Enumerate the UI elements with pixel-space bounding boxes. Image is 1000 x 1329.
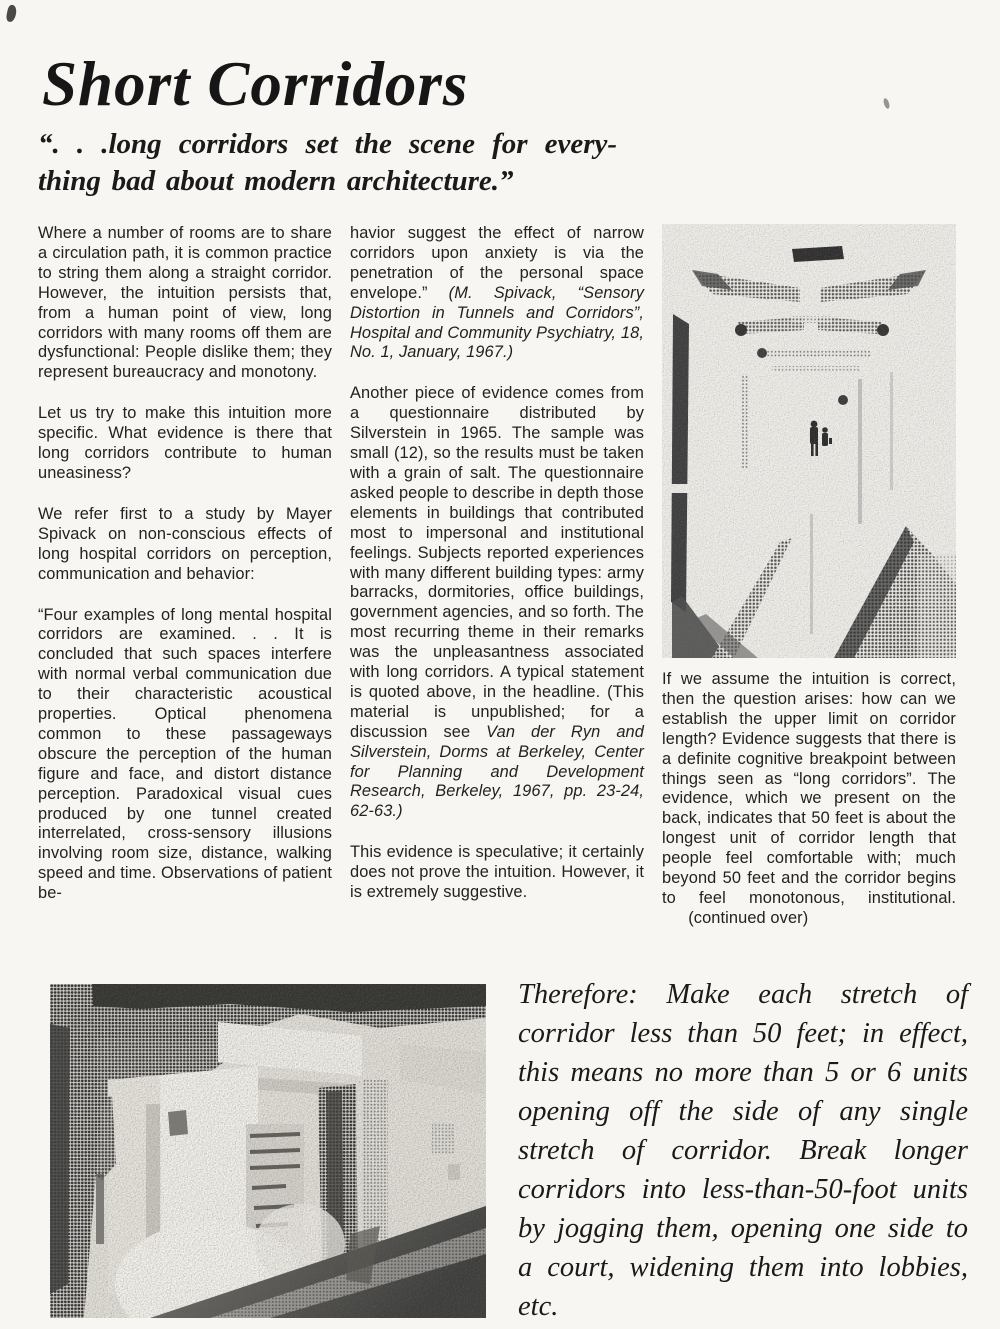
page-title: Short Corridors	[42, 49, 469, 119]
continued-over-note: (continued over)	[688, 908, 809, 927]
column-2	[350, 224, 644, 929]
citation-spivack: (M. Spivack, “Sensory Distortion in Tunnels and Corridors”, Hospital and Community Psychiatry, 18, No. 1, January, 1967.)	[350, 283, 644, 362]
headline-quote	[38, 126, 678, 200]
paragraph-col2-2	[350, 384, 644, 822]
column-3	[662, 224, 956, 929]
quote-line-2: thing bad about modern architecture.”	[38, 165, 514, 197]
citation-vanderryn: Van der Ryn and Silverstein, Dorms at Berkeley, Center for Planning and Development Research, Berkeley, 1967, pp. 23-24, 62-63.)	[350, 722, 644, 821]
paragraph-text: Another piece of evidence comes from a questionnaire distributed by Silverstein in 1965. The sample was small (12), so the results must be taken with a grain of salt. The questionnaire asked people to describe in depth those elements in buildings that contributed most to impersonal and institutional feelings. Subjects reported experiences with many different building types: army barracks, dormitories, office buildings, government agencies, and so forth. The most recurring theme in their remarks was the unpleasantness associated with long corridors. A typical statement is quoted above, in the headline. (This material is unpublished; for a discussion see	[350, 384, 644, 741]
therefore-paragraph: Therefore: Make each stretch of corridor less than 50 feet; in effect, this means no more than 5 or 6 units opening off the side of any single stretch of corridor. Break longer corridors into less-than-50-foot units by jogging them, opening one side to a court, widening them into lobbies, etc.	[518, 979, 968, 1322]
paragraph-col1-4: “Four examples of long mental hospital corridors are examined. . . It is concluded that such spaces interfere with normal verbal communication due to their characteristic acoustical properties. Optical phenomena common to these passageways obscure the perception of the human figure and face, and distort distance perception. Paradoxical visual cues produced by one tunnel created interrelated, cross-sensory illusions involving room size, distance, walking speed and time. Observations of patient be-	[38, 605, 332, 903]
quote-line-1: “. . .long corridors set the scene for every-	[38, 128, 618, 160]
paragraph-col2-3: This evidence is speculative; it certainly does not prove the intuition. However, it is extremely suggestive.	[350, 843, 644, 902]
interior-photo	[50, 984, 486, 1318]
corridor-photo-graphic	[662, 224, 956, 658]
paragraph-col1-2: Let us try to make this intuition more specific. What evidence is there that long corridors contribute to human uneasiness?	[38, 404, 332, 482]
paragraph-col2-1	[350, 224, 644, 363]
paragraph-text: If we assume the intuition is correct, then the question arises: how can we establish the upper limit on corridor length? Evidence suggests that there is a definite cognitive breakpoint between things seen as “long corridors”. The evidence, which we present on the back, indicates that 50 feet is about the longest unit of corridor length that people feel comfortable with; much beyond 50 feet and the corridor begins to feel monotonous, institutional.	[662, 670, 956, 907]
paragraph-col1-3: We refer first to a study by Mayer Spivack on non-conscious effects of long hospital corridors on perception, communication and behavior:	[38, 504, 332, 583]
paragraph-col1-1: Where a number of rooms are to share a circulation path, it is common practice to string them along a straight corridor. However, the intuition persists that, from a human point of view, long corridors with many rooms off them are dysfunctional: People dislike them; they represent bureaucracy and monotony.	[38, 224, 332, 382]
scan-mark	[5, 4, 17, 22]
three-column-body	[38, 224, 956, 929]
paragraph-text: havior suggest the effect of narrow corridors upon anxiety is via the penetration of the personal space envelope.”	[350, 224, 644, 302]
paragraph-col3-1	[662, 670, 956, 929]
column-1	[38, 224, 332, 929]
scan-mark	[882, 97, 890, 109]
corridor-photo	[662, 224, 956, 658]
interior-photo-graphic	[50, 984, 486, 1318]
